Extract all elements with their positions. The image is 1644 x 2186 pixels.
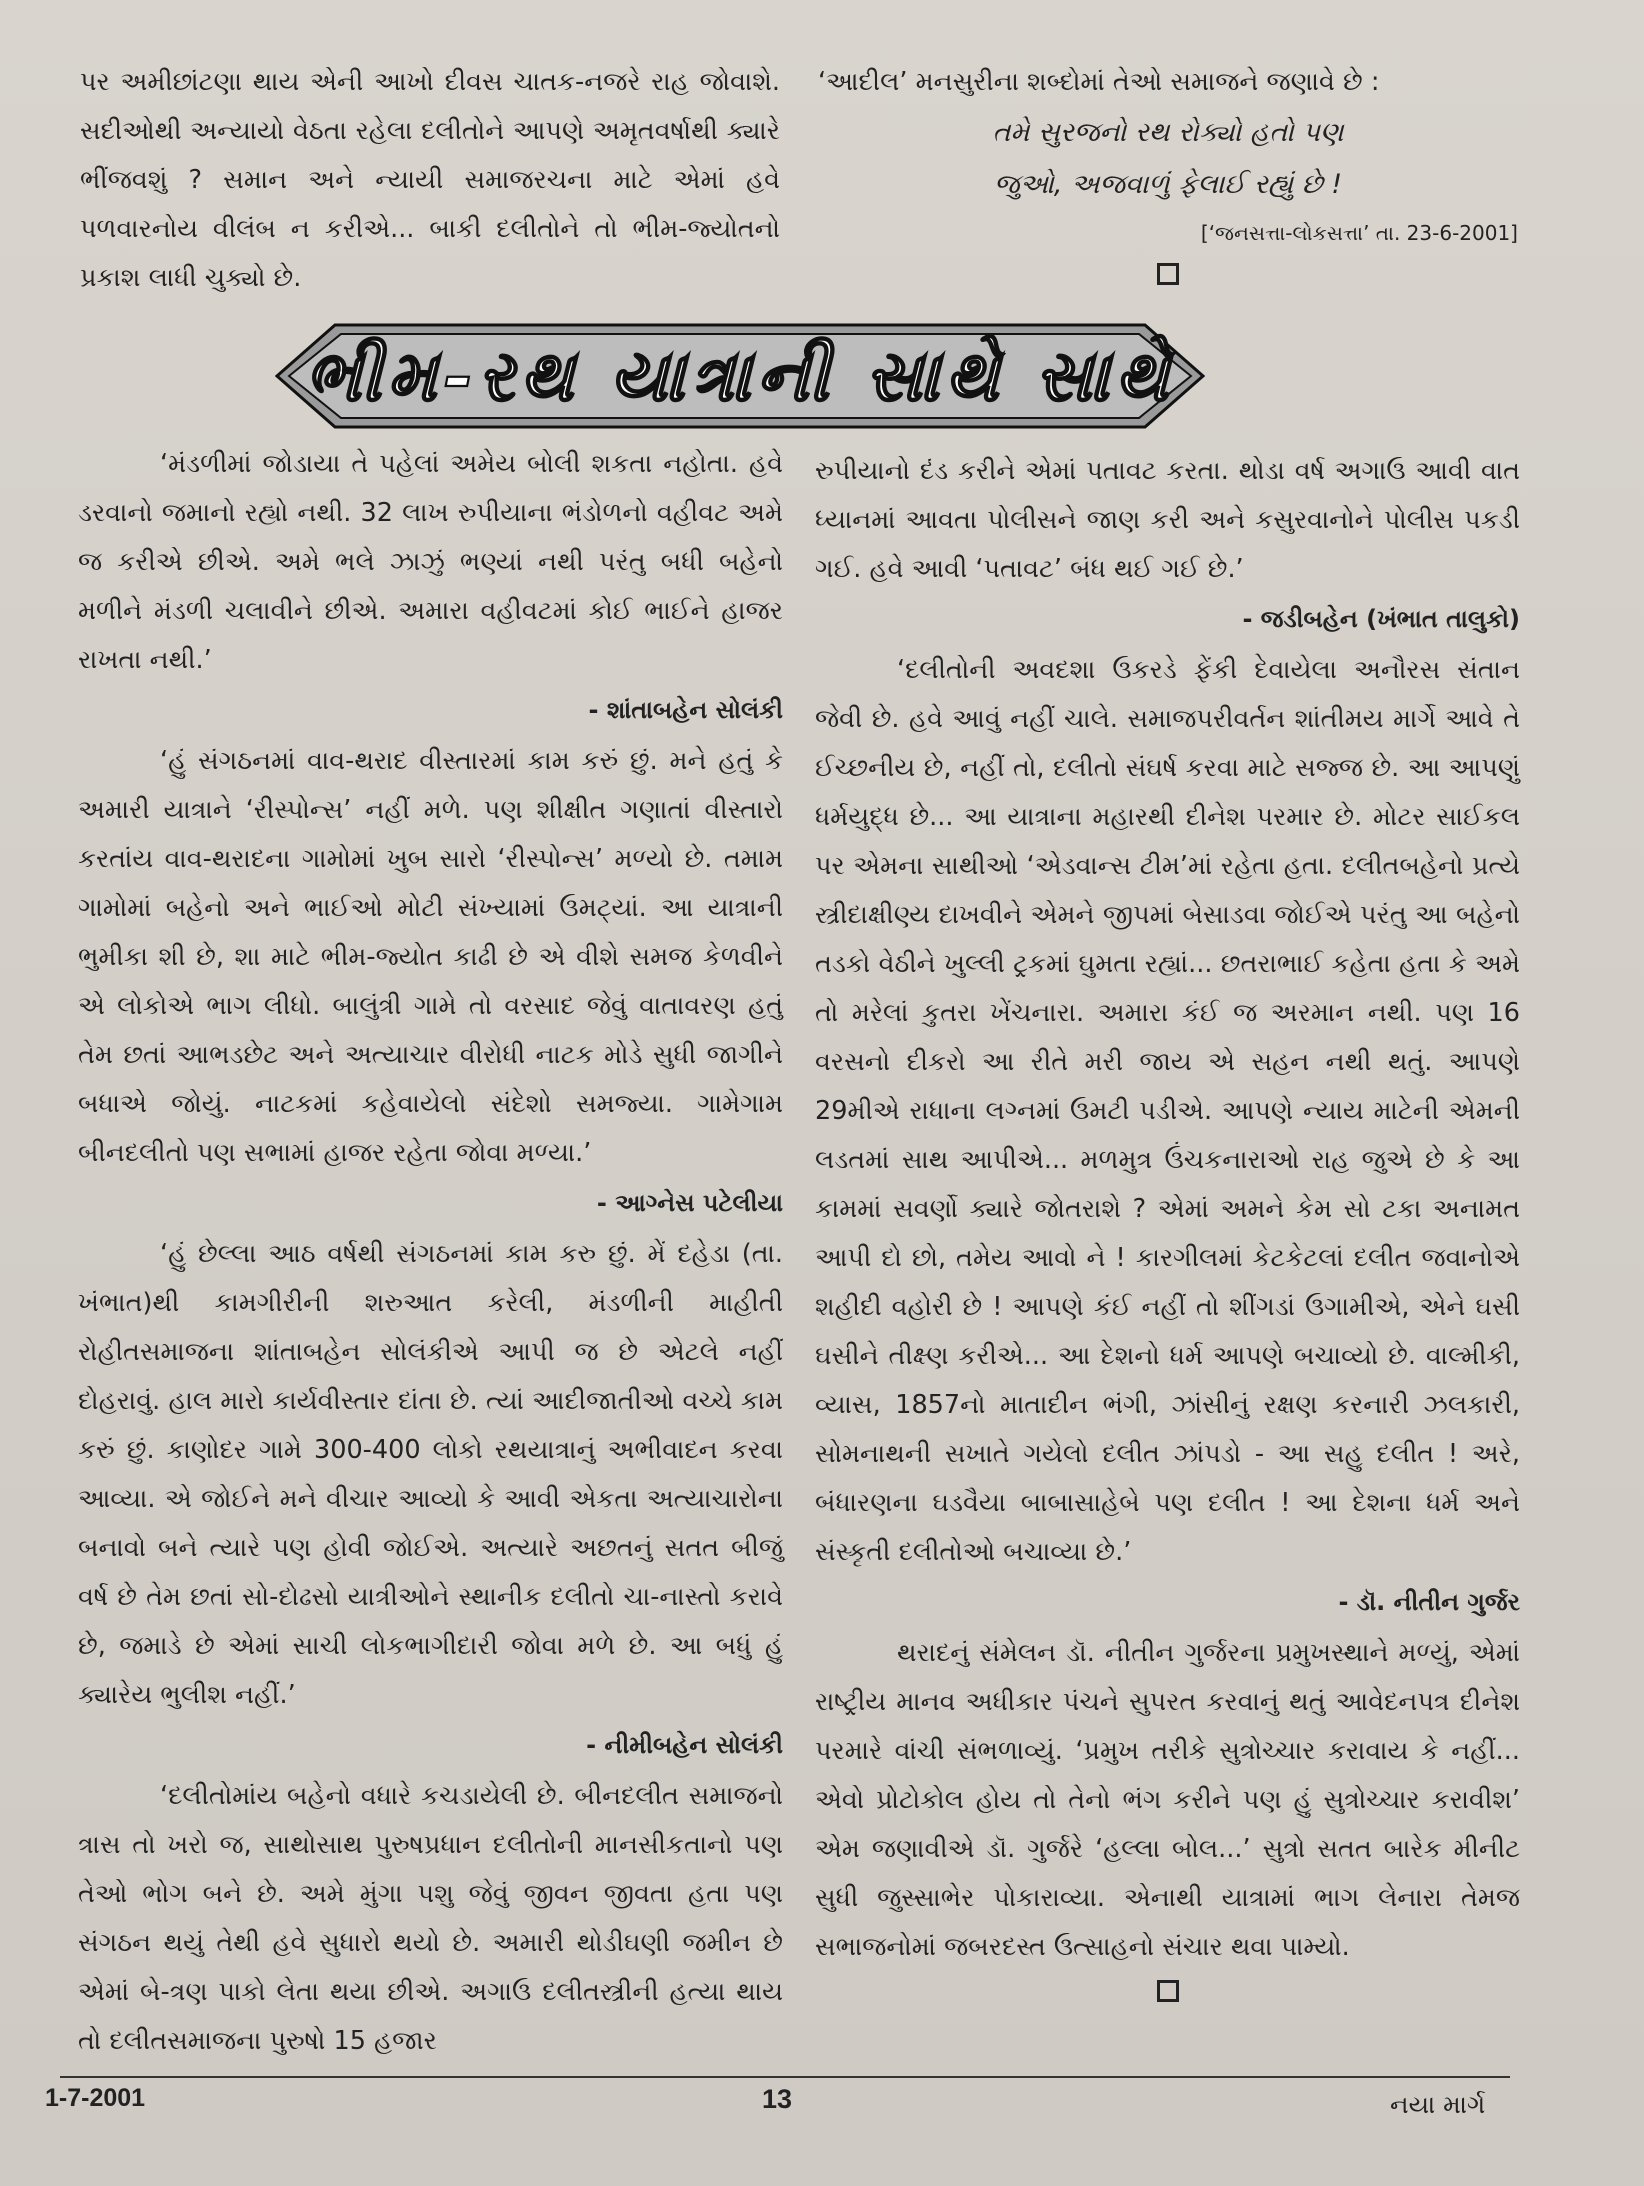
- top-left-paragraph: પર અમીછાંટણા થાય એની આખો દીવસ ચાતક-નજરે રાહ જોવાશે. સદીઓથી અન્યાયો વેઠતા રહેલા દલીતોને આપણે અમૃતવર્ષાથી ક્યારે ભીંજવશું ? સમાન અને ન્યાયી સમાજરચના માટે એમાં હવે પળવારનોય વીલંબ ન કરીએ... બાકી દલીતોને તો ભીમ-જ્યોતનો પ્રકાશ લાધી ચુક્યો છે.: [80, 67, 780, 293]
- signature: - શાંતાબહેન સોલંકી: [588, 696, 783, 724]
- page-number: 13: [762, 2084, 793, 2114]
- closing-paragraph: થરાદનું સંમેલન ડૉ. નીતીન ગુર્જરના પ્રમુખસ્થાને મળ્યું, એમાં રાષ્ટ્રીય માનવ અધીકાર પંચને સુપરત કરવાનું થતું આવેદનપત્ર દીનેશ પરમારે વાંચી સંભળાવ્યું. ‘પ્રમુખ તરીકે સુત્રોચ્ચાર કરાવાય કે નહીં... એવો પ્રોટોકોલ હોય તો તેનો ભંગ કરીને પણ હું સુત્રોચ્ચાર કરાવીશ’ એમ જણાવીએ ડૉ. ગુર્જરે ‘હલ્લા બોલ...’ સુત્રો સતત બારેક મીનીટ સુધી જુસ્સાભેર પોકારાવ્યા. એનાથી યાત્રામાં ભાગ લેનારા તેમજ સભાજનોમાં જબરદસ્ત ઉત્સાહનો સંચાર થવા પામ્યો.: [815, 1638, 1520, 1962]
- signature: - નીમીબહેન સોલંકી: [586, 1731, 783, 1759]
- right-column: [815, 447, 1520, 2002]
- citation: [‘જનસત્તા-લોકસત્તા’ તા. 23-6-2001]: [1200, 221, 1518, 245]
- testimony-paragraph: ‘મંડળીમાં જોડાયા તે પહેલાં અમેય બોલી શકતા નહોતા. હવે ડરવાનો જમાનો રહ્યો નથી. 32 લાખ રુપીયાના ભંડોળનો વહીવટ અમે જ કરીએ છીએ. અમે ભલે ઝાઝું ભણ્યાં નથી પરંતુ બધી બહેનો મળીને મંડળી ચલાવીને છીએ. અમારા વહીવટમાં કોઈ ભાઈને હાજર રાખતા નથી.’: [78, 449, 783, 675]
- signature: - જડીબહેન (ખંભાત તાલુકો): [1242, 605, 1520, 633]
- end-mark-icon: [1157, 263, 1179, 285]
- quote-intro: ‘આદીલ’ મનસુરીના શબ્દોમાં તેઓ સમાજને જણાવે છે :: [818, 67, 1380, 97]
- testimony-paragraph: ‘હું છેલ્લા આઠ વર્ષથી સંગઠનમાં કામ કરુ છું. મેં દહેડા (તા. ખંભાત)થી કામગીરીની શરુઆત કરેલી, મંડળીની માહીતી રોહીતસમાજના શાંતાબહેન સોલંકીએ આપી જ છે એટલે નહીં દોહરાવું. હાલ મારો કાર્યવીસ્તાર દાંતા છે. ત્યાં આદીજાતીઓ વચ્ચે કામ કરું છું. કાણોદર ગામે 300-400 લોકો રથયાત્રાનું અભીવાદન કરવા આવ્યા. એ જોઈને મને વીચાર આવ્યો કે આવી એકતા અત્યાચારોના બનાવો બને ત્યારે પણ હોવી જોઈએ. અત્યારે અછતનું સતત બીજું વર્ષ છે તેમ છતાં સો-દોઢસો યાત્રીઓને સ્થાનીક દલીતો ચા-નાસ્તો કરાવે છે, જમાડે છે એમાં સાચી લોકભાગીદારી જોવા મળે છે. આ બધું હું ક્યારેય ભુલીશ નહીં.’: [78, 1239, 783, 1710]
- top-left-column: [80, 58, 780, 303]
- footer-rule: [60, 2076, 1510, 2078]
- signature: - આગ્નેસ પટેલીયા: [596, 1189, 783, 1217]
- poem-line-1: તમે સુરજનો રથ રોક્યો હતો પણ: [992, 117, 1344, 148]
- signature: - ડૉ. નીતીન ગુર્જર: [1338, 1588, 1520, 1616]
- testimony-paragraph: ‘દલીતોમાંય બહેનો વધારે કચડાયેલી છે. બીનદલીત સમાજનો ત્રાસ તો ખરો જ, સાથોસાથ પુરુષપ્રધાન દલીતોની માનસીકતાનો પણ તેઓ ભોગ બને છે. અમે મુંગા પશુ જેવું જીવન જીવતા હતા પણ સંગઠન થયું તેથી હવે સુધારો થયો છે. અમારી થોડીઘણી જમીન છે એમાં બે-ત્રણ પાકો લેતા થયા છીએ. અગાઉ દલીતસ્ત્રીની હત્યા થાય તો દલીતસમાજના પુરુષો 15 હજાર: [78, 1781, 783, 2056]
- poem-line-2: જુઓ, અજવાળું ફેલાઈ રહ્યું છે !: [993, 169, 1343, 200]
- left-column: [78, 440, 783, 2066]
- issue-date: 1-7-2001: [45, 2084, 146, 2112]
- testimony-paragraph: રુપીયાનો દંડ કરીને એમાં પતાવટ કરતા. થોડા વર્ષ અગાઉ આવી વાત ધ્યાનમાં આવતા પોલીસને જાણ કરી અને કસુરવાનોને પોલીસ પકડી ગઈ. હવે આવી ‘પતાવટ’ બંધ થઈ ગઈ છે.’: [815, 456, 1520, 584]
- top-right-column: [818, 58, 1518, 285]
- testimony-paragraph: ‘હું સંગઠનમાં વાવ-થરાદ વીસ્તારમાં કામ કરું છું. મને હતું કે અમારી યાત્રાને ‘રીસ્પોન્સ’ નહીં મળે. પણ શીક્ષીત ગણાતાં વીસ્તારો કરતાંય વાવ-થરાદના ગામોમાં ખુબ સારો ‘રીસ્પોન્સ’ મળ્યો છે. તમામ ગામોમાં બહેનો અને ભાઈઓ મોટી સંખ્યામાં ઉમટ્યાં. આ યાત્રાની ભુમીકા શી છે, શા માટે ભીમ-જ્યોત કાઢી છે એ વીશે સમજ કેળવીને એ લોકોએ ભાગ લીધો. બાલુંત્રી ગામે તો વરસાદ જેવું વાતાવરણ હતું તેમ છતાં આભડછેટ અને અત્યાચાર વીરોધી નાટક મોડે સુધી જાગીને બધાએ જોયું. નાટકમાં કહેવાયેલો સંદેશો સમજ્યા. ગામેગામ બીનદલીતો પણ સભામાં હાજર રહેતા જોવા મળ્યા.’: [78, 746, 783, 1168]
- testimony-paragraph: ‘દલીતોની અવદશા ઉકરડે ફેંકી દેવાયેલા અનૌરસ સંતાન જેવી છે. હવે આવું નહીં ચાલે. સમાજપરીવર્તન શાંતીમય માર્ગે આવે તે ઈચ્છનીય છે, નહીં તો, દલીતો સંઘર્ષ કરવા માટે સજ્જ છે. આ આપણું ધર્મયુદ્ધ છે... આ યાત્રાના મહારથી દીનેશ પરમાર છે. મોટર સાઈકલ પર એમના સાથીઓ ‘એડવાન્સ ટીમ’માં રહેતા હતા. દલીતબહેનો પ્રત્યે સ્ત્રીદાક્ષીણ્ય દાખવીને એમને જીપમાં બેસાડવા જોઈએ પરંતુ આ બહેનો તડકો વેઠીને ખુલ્લી ટ્રકમાં ઘુમતા રહ્યાં... છતરાભાઈ કહેતા હતા કે અમે તો મરેલાં કુતરા ખેંચનારા. અમારા કંઈ જ અરમાન નથી. પણ 16 વરસનો દીકરો આ રીતે મરી જાય એ સહન નથી થતું. આપણે 29મીએ રાધાના લગ્નમાં ઉમટી પડીએ. આપણે ન્યાય માટેની એમની લડતમાં સાથ આપીએ... મળમુત્ર ઉંચકનારાઓ રાહ જુએ છે કે આ કામમાં સવર્ણો ક્યારે જોતરાશે ? એમાં અમને કેમ સો ટકા અનામત આપી દો છો, તમેય આવો ને ! કારગીલમાં કેટકેટલાં દલીત જવાનોએ શહીદી વહોરી છે ! આપણે કંઈ નહીં તો શીંગડાં ઉગામીએ, એને ઘસી ઘસીને તીક્ષ્ણ કરીએ... આ દેશનો ધર્મ આપણે બચાવ્યો છે. વાલ્મીકી, વ્યાસ, 1857નો માતાદીન ભંગી, ઝાંસીનું રક્ષણ કરનારી ઝલકારી, સોમનાથની સખાતે ગયેલો દલીત ઝાંપડો - આ સહુ દલીત ! અરે, બંધારણના ઘડવૈયા બાબાસાહેબે પણ દલીત ! આ દેશના ધર્મ અને સંસ્કૃતી દલીતોઓ બચાવ્યા છે.’: [815, 655, 1520, 1567]
- article-title: ભીમ-રથ યાત્રાની સાથે સાથે: [305, 334, 1175, 417]
- magazine-name: નયા માર્ગ: [1390, 2090, 1486, 2119]
- end-mark-icon: [1157, 1980, 1179, 2002]
- article-banner: [275, 322, 1205, 430]
